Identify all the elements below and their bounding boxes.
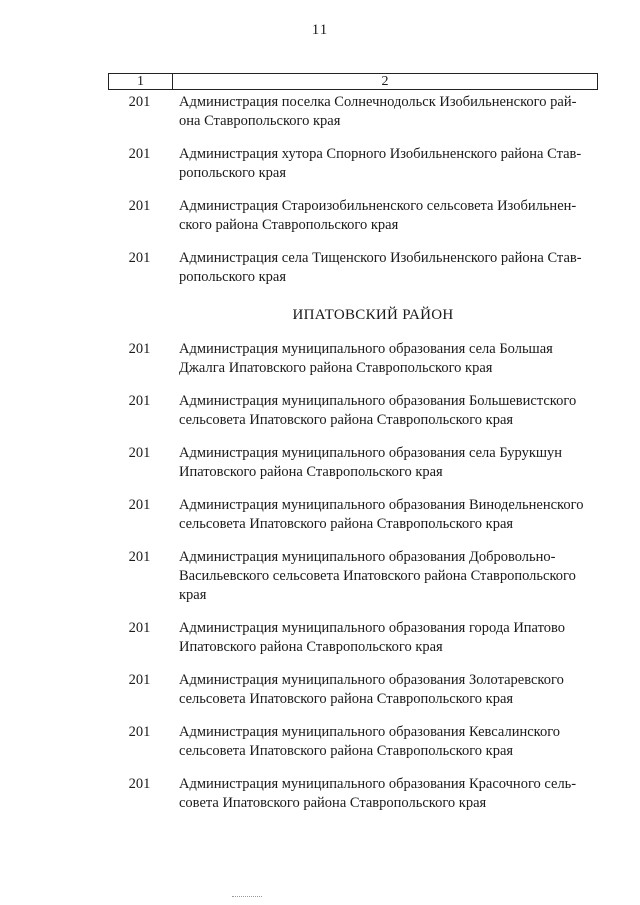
table-header — [108, 73, 598, 90]
document-content — [108, 93, 598, 813]
row-name: Администрация муниципального образования Большевистского сельсовета Ипатовского района Ставропольского края — [179, 393, 577, 428]
row-code: 201 — [128, 445, 151, 461]
row-code: 201 — [128, 549, 151, 565]
table-row — [108, 444, 598, 482]
table-row — [108, 619, 598, 657]
row-name: Администрация муниципального образования села Большая Джалга Ипатовского района Ставропольского края — [179, 341, 553, 376]
row-name: Администрация муниципального образования Добровольно-Васильевского сельсовета Ипатовского района Ставропольского края — [179, 549, 576, 603]
row-code: 201 — [128, 724, 151, 740]
table-row — [108, 340, 598, 378]
row-name: Администрация хутора Спорного Изобильненского района Став-ропольского края — [179, 146, 582, 181]
footer-mark — [232, 896, 262, 897]
table-header-col2: 2 — [381, 74, 389, 89]
row-name: Администрация муниципального образования Кевсалинского сельсовета Ипатовского района Ставропольского края — [179, 724, 561, 759]
row-code: 201 — [128, 94, 151, 110]
row-code: 201 — [128, 146, 151, 162]
row-name: Администрация поселка Солнечнодольск Изобильненского рай-она Ставропольского края — [179, 94, 577, 129]
table-row — [108, 496, 598, 534]
row-code: 201 — [128, 393, 151, 409]
table-row — [108, 392, 598, 430]
rows-top — [108, 93, 598, 287]
row-name: Администрация муниципального образования села Бурукшун Ипатовского района Ставропольского края — [179, 445, 563, 480]
row-code: 201 — [128, 198, 151, 214]
section-title: ИПАТОВСКИЙ РАЙОН — [292, 307, 454, 323]
row-code: 201 — [128, 341, 151, 357]
row-name: Администрация села Тищенского Изобильненского района Став-ропольского края — [179, 250, 582, 285]
row-name: Администрация муниципального образования Винодельненского сельсовета Ипатовского района Ставропольского края — [179, 497, 584, 532]
row-name: Администрация муниципального образования Красочного сель-совета Ипатовского района Ставропольского края — [179, 776, 577, 811]
table-row — [108, 93, 598, 131]
row-name: Администрация Староизобильненского сельсовета Изобильнен-ского района Ставропольского края — [179, 198, 577, 233]
table-row — [108, 249, 598, 287]
row-code: 201 — [128, 776, 151, 792]
table-row — [108, 723, 598, 761]
table-row — [108, 548, 598, 605]
table-row — [108, 145, 598, 183]
page-number: 11 — [311, 22, 329, 38]
table-row — [108, 775, 598, 813]
table-row — [108, 671, 598, 709]
row-name: Администрация муниципального образования города Ипатово Ипатовского района Ставропольского края — [179, 620, 566, 655]
row-code: 201 — [128, 672, 151, 688]
row-code: 201 — [128, 497, 151, 513]
rows-bottom — [108, 340, 598, 813]
row-name: Администрация муниципального образования Золотаревского сельсовета Ипатовского района Ставропольского края — [179, 672, 564, 707]
table-row — [108, 197, 598, 235]
row-code: 201 — [128, 250, 151, 266]
table-header-col1: 1 — [109, 74, 173, 89]
row-code: 201 — [128, 620, 151, 636]
